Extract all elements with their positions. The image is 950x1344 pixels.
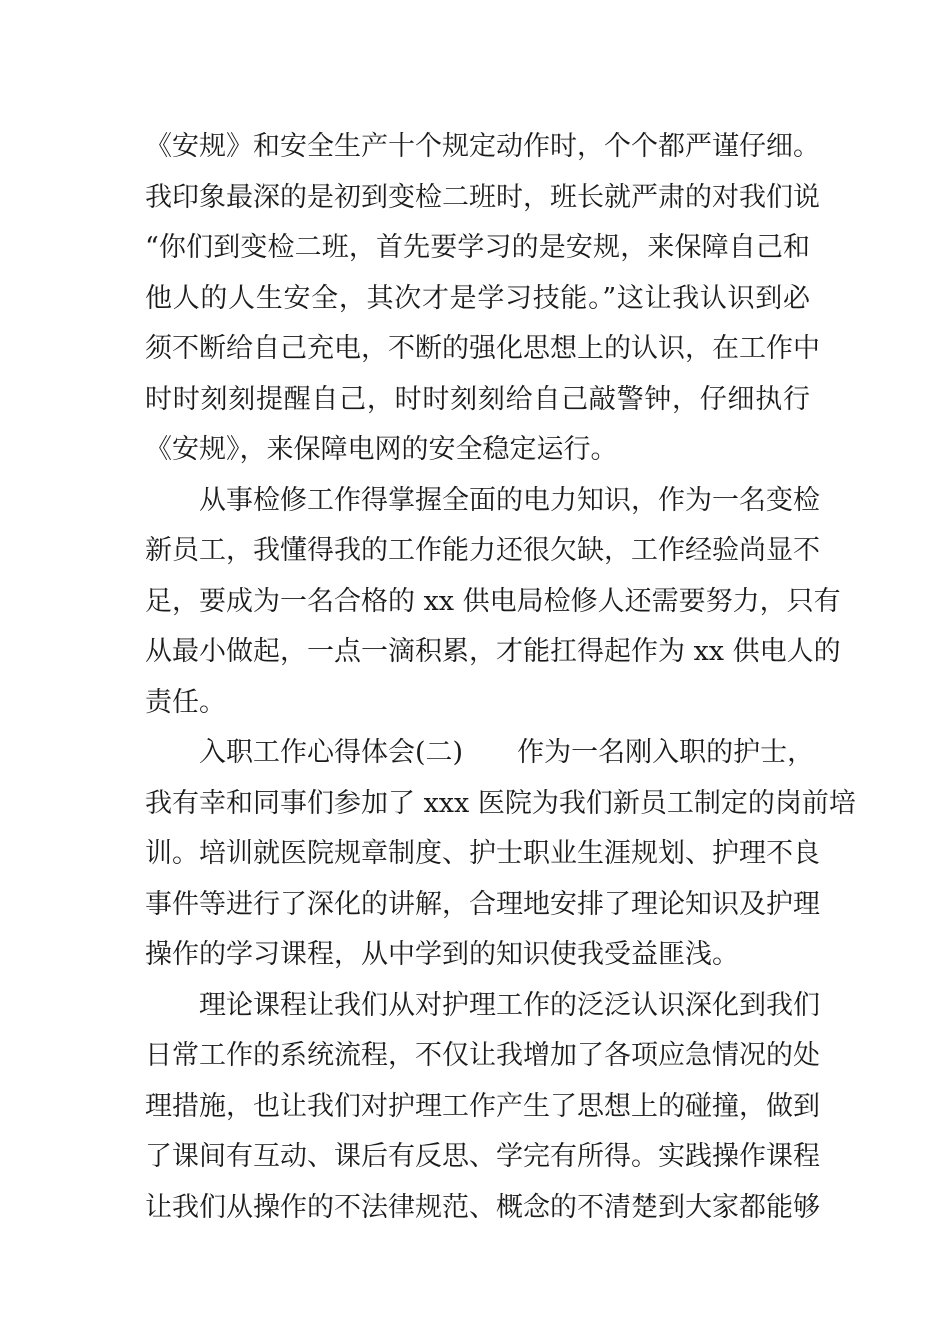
- paragraph-start-line: 入职工作心得体会(二) 作为一名刚入职的护士，: [199, 737, 815, 768]
- text-line: “你们到变检二班，首先要学习的是安规，来保障自己和: [145, 232, 810, 263]
- text-line: 时时刻刻提醒自己，时时刻刻给自己敲警钟，仔细执行: [145, 383, 810, 415]
- text-line: 我有幸和同事们参加了 xxx 医院为我们新员工制定的岗前培: [145, 787, 856, 819]
- paragraph-start-line: 理论课程让我们从对护理工作的泛泛认识深化到我们: [199, 989, 820, 1021]
- text-line: 须不断给自己充电，不断的强化思想上的认识，在工作中: [145, 333, 820, 364]
- text-line: 了课间有互动、课后有反思、学完有所得。实践操作课程: [145, 1141, 820, 1172]
- text-line: 新员工，我懂得我的工作能力还很欠缺，工作经验尚显不: [145, 535, 820, 566]
- text-line: 日常工作的系统流程，不仅让我增加了各项应急情况的处: [145, 1040, 820, 1071]
- paragraph-start-line: 从事检修工作得掌握全面的电力知识，作为一名变检: [199, 484, 820, 516]
- text-line: 让我们从操作的不法律规范、概念的不清楚到大家都能够: [145, 1191, 820, 1223]
- text-line: 他人的人生安全，其次才是学习技能。”这让我认识到必: [145, 282, 810, 314]
- text-line: 责任。: [145, 686, 226, 718]
- text-line: 《安规》和安全生产十个规定动作时，个个都严谨仔细。: [145, 131, 820, 162]
- text-line: 理措施，也让我们对护理工作产生了思想上的碰撞，做到: [145, 1090, 820, 1122]
- text-line: 我印象最深的是初到变检二班时，班长就严肃的对我们说: [145, 181, 820, 213]
- text-line: 事件等进行了深化的讲解，合理地安排了理论知识及护理: [145, 888, 820, 920]
- text-line: 训。培训就医院规章制度、护士职业生涯规划、护理不良: [145, 838, 820, 869]
- text-line: 足，要成为一名合格的 xx 供电局检修人还需要努力，只有: [145, 585, 841, 617]
- text-line: 从最小做起，一点一滴积累，才能扛得起作为 xx 供电人的: [145, 636, 841, 667]
- text-line: 操作的学习课程，从中学到的知识使我受益匪浅。: [145, 939, 739, 970]
- text-line: 《安规》，来保障电网的安全稳定运行。: [145, 434, 618, 465]
- document-body: [145, 122, 856, 1233]
